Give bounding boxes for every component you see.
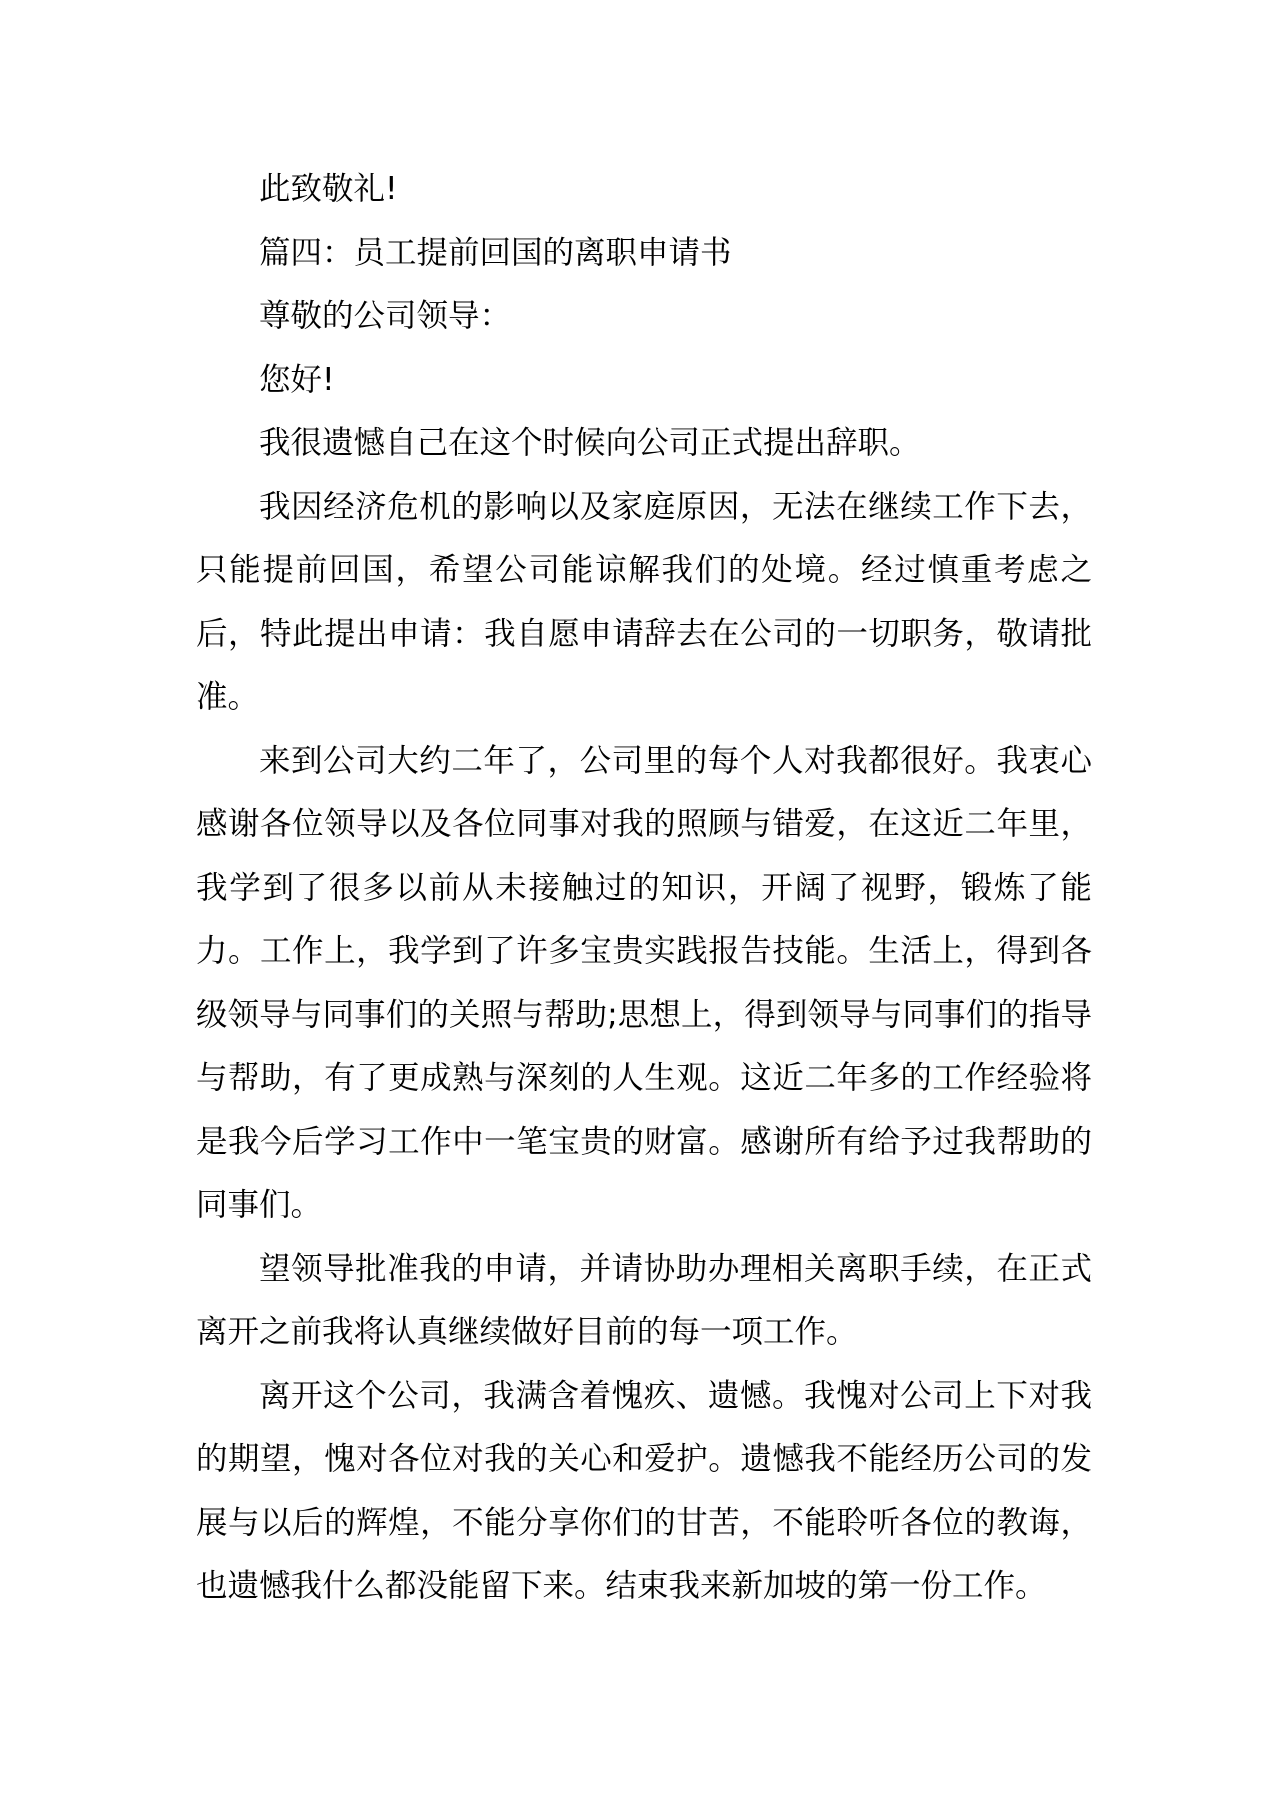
body-paragraph: 我很遗憾自己在这个时候向公司正式提出辞职。 (259, 425, 921, 461)
body-paragraph: 离开这个公司，我满含着愧疚、遗憾。我愧对公司上下对我的期望，愧对各位对我的关心和爱护。遗憾我不能经历公司的发展与以后的辉煌，不能分享你们的甘苦，不能聆听各位的教诲，也遗憾我什么都没能留下来。结束我来新加坡的第一份工作。 (196, 1377, 1092, 1604)
body-paragraph: 来到公司大约二年了，公司里的每个人对我都很好。我衷心感谢各位领导以及各位同事对我的照顾与错爱，在这近二年里，我学到了很多以前从未接触过的知识，开阔了视野，锻炼了能力。工作上，我学到了许多宝贵实践报告技能。生活上，得到各级领导与同事们的关照与帮助;思想上，得到领导与同事们的指导与帮助，有了更成熟与深刻的人生观。这近二年多的工作经验将是我今后学习工作中一笔宝贵的财富。感谢所有给予过我帮助的同事们。 (196, 742, 1092, 1223)
document-body (196, 158, 1092, 1619)
letter-addressee: 尊敬的公司领导： (259, 298, 512, 334)
body-paragraph: 望领导批准我的申请，并请协助办理相关离职手续，在正式离开之前我将认真继续做好目前的每一项工作。 (196, 1250, 1092, 1350)
section-heading: 篇四：员工提前回国的离职申请书 (259, 234, 732, 271)
letter-greeting: 您好! (259, 361, 335, 398)
body-paragraph: 我因经济危机的影响以及家庭原因，无法在继续工作下去，只能提前回国，希望公司能谅解我们的处境。经过慎重考虑之后，特此提出申请：我自愿申请辞去在公司的一切职务，敬请批准。 (196, 488, 1092, 715)
closing-salutation: 此致敬礼! (259, 171, 398, 207)
